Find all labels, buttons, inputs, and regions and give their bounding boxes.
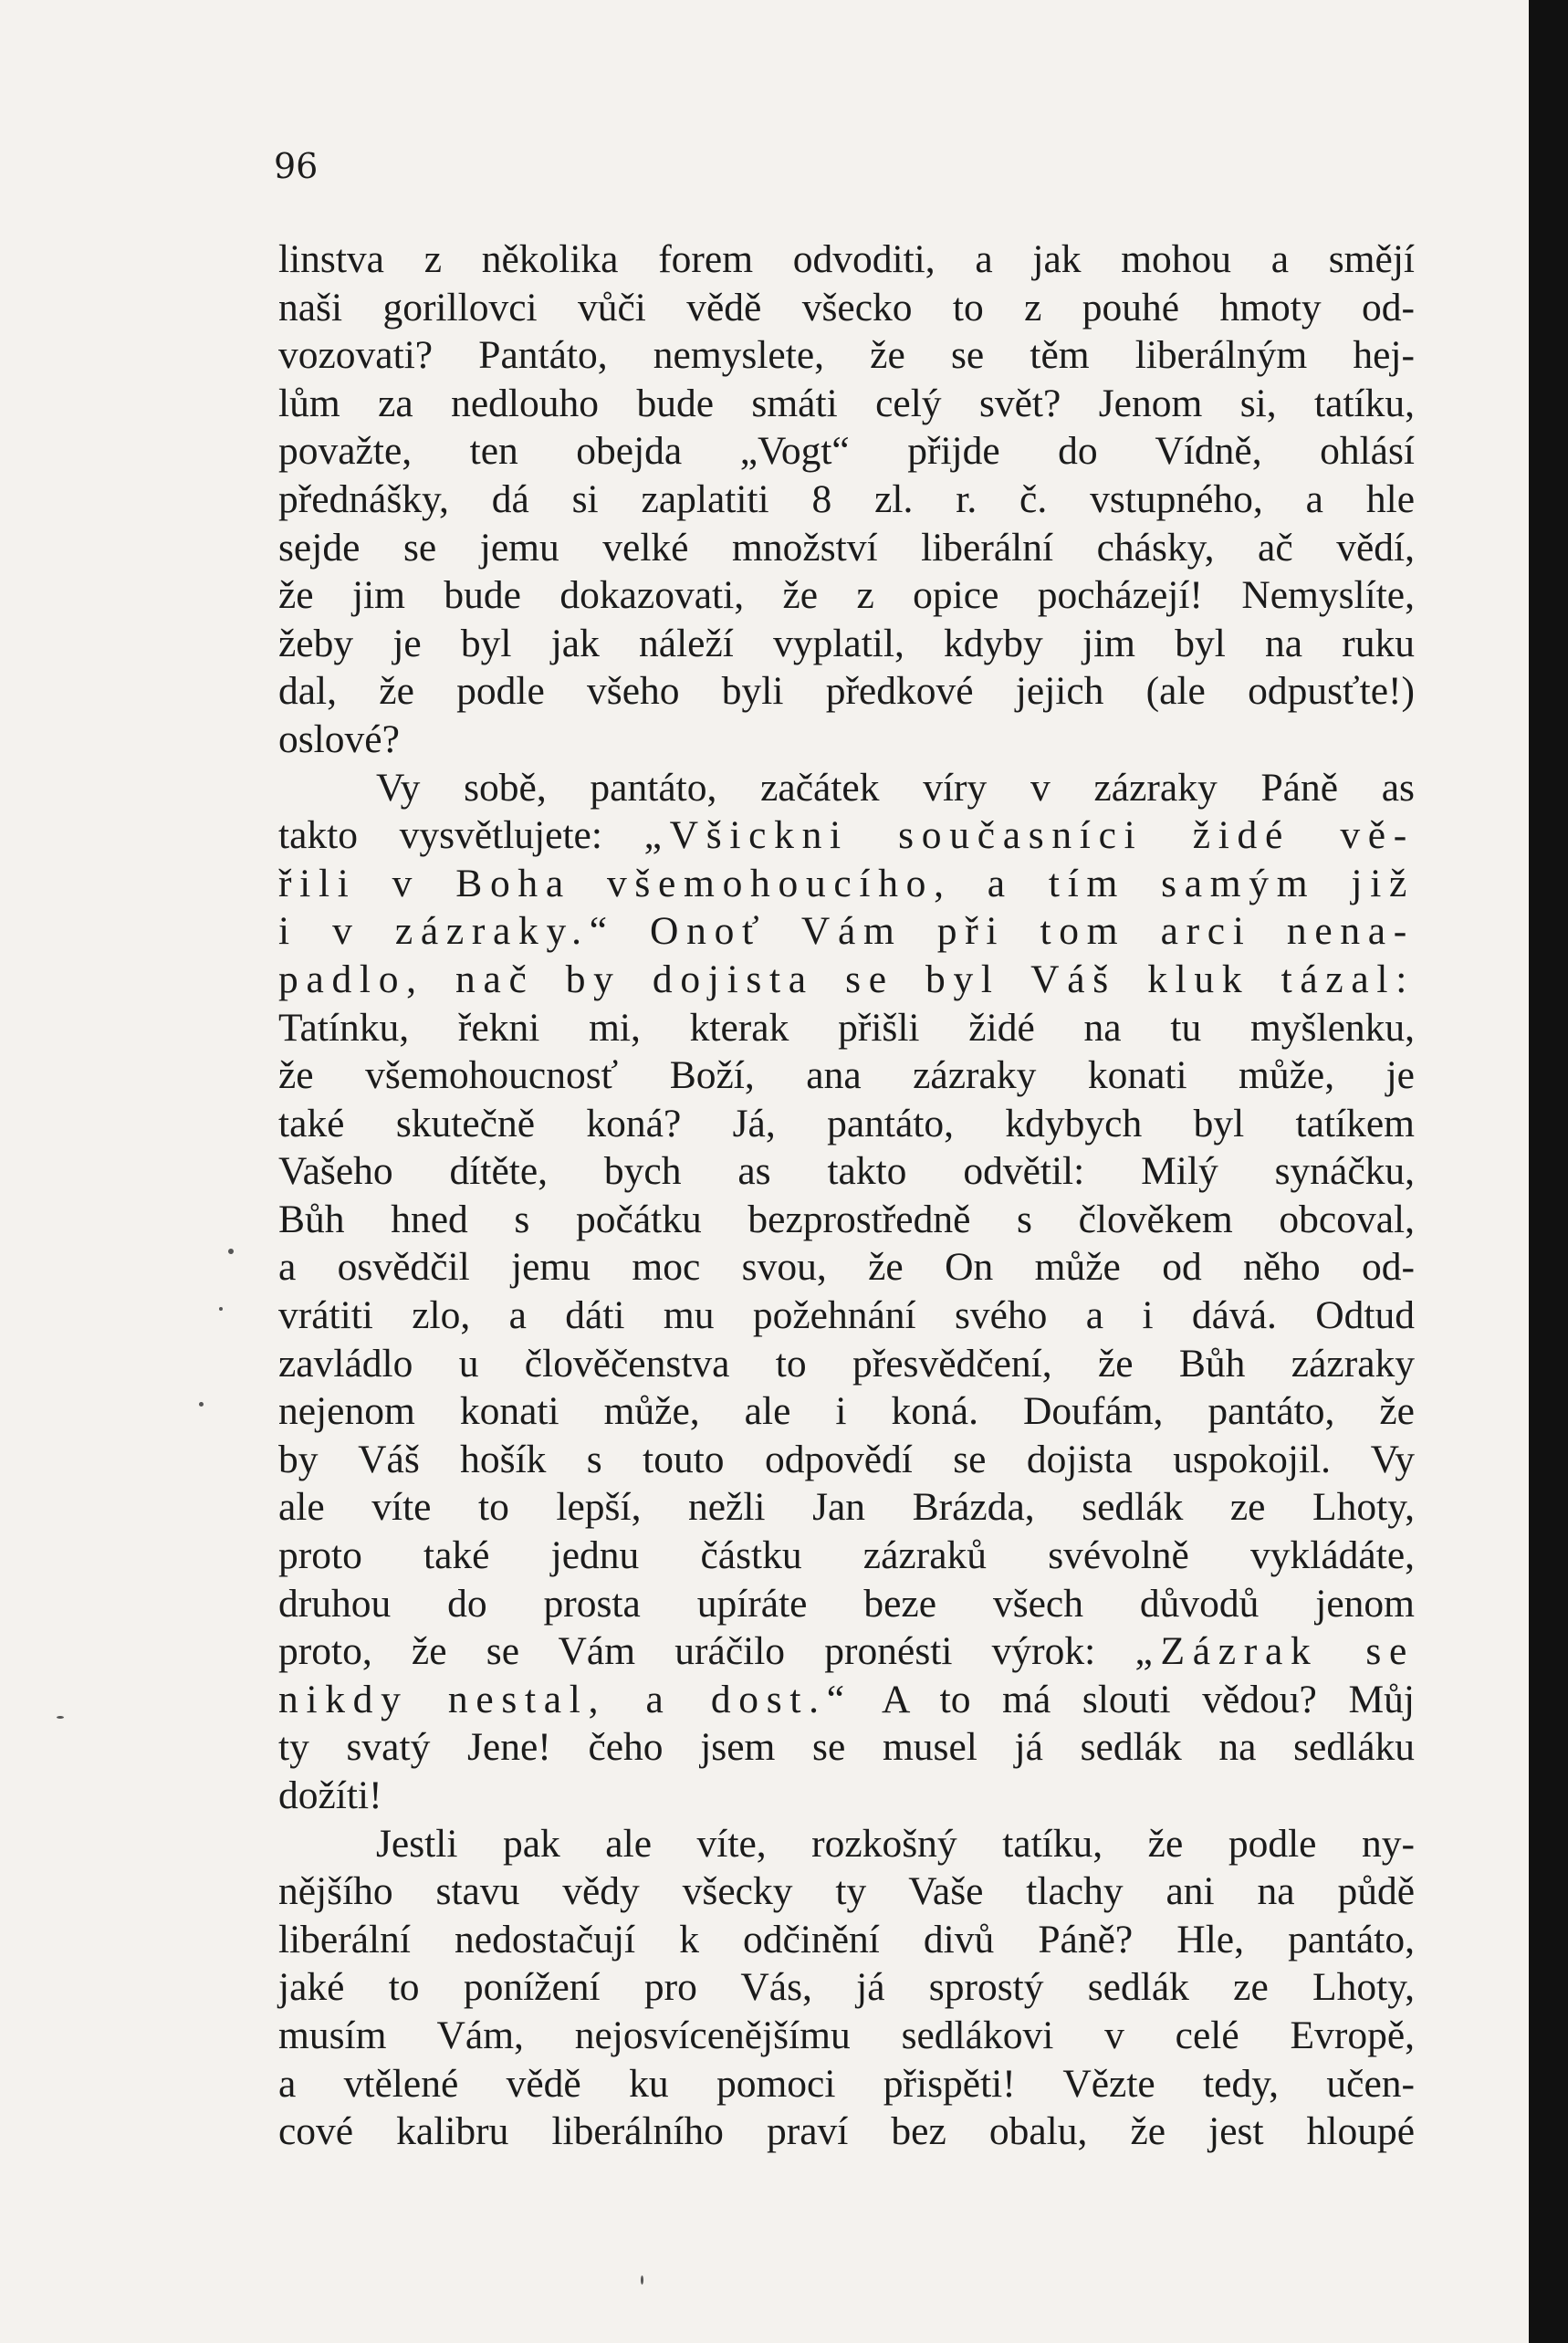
scan-border bbox=[1529, 0, 1568, 2343]
scan-speck bbox=[199, 1402, 204, 1407]
text-line: by Váš hošík s touto odpovědí se dojista uspokojil. Vy bbox=[278, 1437, 1415, 1481]
scan-speck bbox=[57, 1716, 64, 1719]
text-line: že všemohoucnosť Boží, ana zázraky konati může, je bbox=[278, 1053, 1415, 1098]
text-line: i v zázraky.“ Onoť Vám při tom arci nena- bbox=[278, 909, 1415, 954]
text-line: liberální nedostačují k odčinění divů Páně? Hle, pantáto, bbox=[278, 1917, 1415, 1961]
text-line: proto, že se Vám uráčilo pronésti výrok: „Zázrak se bbox=[278, 1629, 1415, 1674]
text-line: řili v Boha všemohoucího, a tím samým již bbox=[278, 861, 1415, 905]
text-line: dal, že podle všeho byli předkové jejich (ale odpusťte!) bbox=[278, 669, 1415, 714]
text-line: a vtělené vědě ku pomoci přispěti! Vězte tedy, učen- bbox=[278, 2061, 1415, 2106]
text-line: vozovati? Pantáto, nemyslete, že se těm liberálným hej- bbox=[278, 333, 1415, 378]
text-line: lům za nedlouho bude smáti celý svět? Jenom si, tatíku, bbox=[278, 381, 1415, 425]
scan-speck bbox=[641, 2275, 643, 2285]
text-line: ale víte to lepší, nežli Jan Brázda, sedlák ze Lhoty, bbox=[278, 1485, 1415, 1530]
text-line: a osvědčil jemu moc svou, že On může od něho od- bbox=[278, 1245, 1415, 1290]
text-line: vrátiti zlo, a dáti mu požehnání svého a i dává. Odtud bbox=[278, 1293, 1415, 1338]
text-line: ty svatý Jene! čeho jsem se musel já sedlák na sedláku bbox=[278, 1725, 1415, 1770]
text-line: přednášky, dá si zaplatiti 8 zl. r. č. vstupného, a hle bbox=[278, 476, 1415, 521]
text-line: sejde se jemu velké množství liberální chásky, ač vědí, bbox=[278, 525, 1415, 570]
text-line: jaké to ponížení pro Vás, já sprostý sedlák ze Lhoty, bbox=[278, 1965, 1415, 2010]
text-line: padlo, nač by dojista se byl Váš kluk tázal: bbox=[278, 957, 1415, 1001]
text-line: žeby je byl jak náleží vyplatil, kdyby jim byl na ruku bbox=[278, 621, 1415, 665]
text-line: musím Vám, nejosvícenějšímu sedlákovi v celé Evropě, bbox=[278, 2013, 1415, 2057]
text-line: Tatínku, řekni mi, kterak přišli židé na tu myšlenku, bbox=[278, 1005, 1415, 1050]
text-line: zavládlo u člověčenstva to přesvědčení, že Bůh zázraky bbox=[278, 1341, 1415, 1386]
text-line: linstva z několika forem odvoditi, a jak mohou a smějí bbox=[278, 237, 1415, 281]
text-line: cové kalibru liberálního praví bez obalu, že jest hloupé bbox=[278, 2109, 1415, 2154]
text-line: Jestli pak ale víte, rozkošný tatíku, že podle ny- bbox=[376, 1821, 1415, 1866]
text-line: že jim bude dokazovati, že z opice pocházejí! Nemyslíte, bbox=[278, 573, 1415, 618]
text-line: nejenom konati může, ale i koná. Doufám, pantáto, že bbox=[278, 1389, 1415, 1434]
page-number: 96 bbox=[274, 146, 319, 186]
body-text bbox=[278, 235, 1415, 2156]
text-line: druhou do prosta upíráte beze všech důvodů jenom bbox=[278, 1581, 1415, 1626]
text-line: Vy sobě, pantáto, začátek víry v zázraky Páně as bbox=[376, 765, 1415, 810]
text-line: Vašeho dítěte, bych as takto odvětil: Milý synáčku, bbox=[278, 1149, 1415, 1194]
text-line: oslové? bbox=[278, 716, 400, 761]
scan-speck bbox=[219, 1307, 223, 1311]
text-line: takto vysvětlujete: „Všickni současníci židé vě- bbox=[278, 813, 1415, 858]
text-line: proto také jednu částku zázraků svévolně vykládáte, bbox=[278, 1533, 1415, 1578]
scan-speck bbox=[228, 1249, 234, 1254]
text-line: také skutečně koná? Já, pantáto, kdybych byl tatíkem bbox=[278, 1101, 1415, 1145]
text-line: nikdy nestal, a dost.“ A to má slouti vědou? Můj bbox=[278, 1677, 1415, 1721]
text-line: Bůh hned s počátku bezprostředně s člověkem obcoval, bbox=[278, 1197, 1415, 1241]
text-line: nějšího stavu vědy všecky ty Vaše tlachy ani na půdě bbox=[278, 1869, 1415, 1914]
text-line: považte, ten obejda „Vogt“ přijde do Vídně, ohlásí bbox=[278, 429, 1415, 474]
text-line: naši gorillovci vůči vědě všecko to z pouhé hmoty od- bbox=[278, 285, 1415, 329]
text-line: dožíti! bbox=[278, 1773, 382, 1817]
